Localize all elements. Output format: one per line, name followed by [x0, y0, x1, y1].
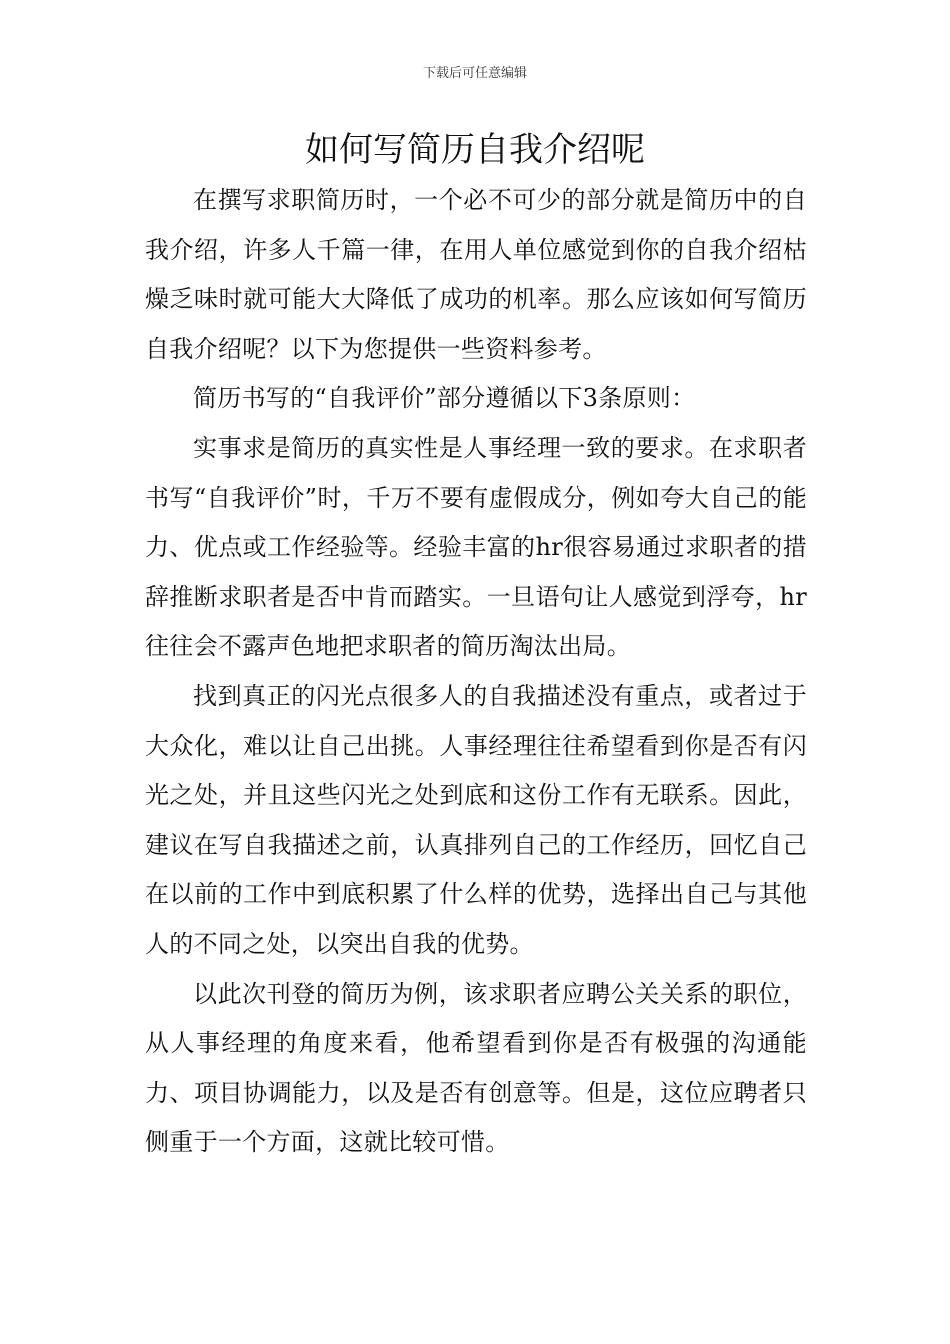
paragraph-highlights: 找到真正的闪光点很多人的自我描述没有重点，或者过于大众化，难以让自己出挑。人事经理往往希望看到你是否有闪光之处，并且这些闪光之处到底和这份工作有无联系。因此，建议在写自我描述之前，认真排列自己的工作经历，回忆自己在以前的工作中到底积累了什么样的优势，选择出自己与其他人的不同之处，以突出自我的优势。 — [145, 681, 807, 958]
paragraph-example: 以此次刊登的简历为例，该求职者应聘公关关系的职位，从人事经理的角度来看，他希望看到你是否有极强的沟通能力、项目协调能力，以及是否有创意等。但是，这位应聘者只侧重于一个方面，这就比较可惜。 — [145, 979, 807, 1157]
document-body — [145, 176, 807, 1168]
page-title: 如何写简历自我介绍呢 — [305, 130, 645, 170]
paragraph-principles-heading: 简历书写的“自我评价”部分遵循以下3条原则： — [193, 384, 696, 413]
header-note: 下载后可任意编辑 — [422, 66, 527, 81]
paragraph-truthfulness: 实事求是简历的真实性是人事经理一致的要求。在求职者书写“自我评价”时，千万不要有虚假成分，例如夸大自己的能力、优点或工作经验等。经验丰富的hr很容易通过求职者的措辞推断求职者是否中肯而踏实。一旦语句让人感觉到浮夸，hr往往会不露声色地把求职者的简历淘汰出局。 — [145, 433, 807, 661]
paragraph-intro: 在撰写求职简历时，一个必不可少的部分就是简历中的自我介绍，许多人千篇一律，在用人单位感觉到你的自我介绍枯燥乏味时就可能大大降低了成功的机率。那么应该如何写简历自我介绍呢？以下为您提供一些资料参考。 — [145, 186, 807, 363]
